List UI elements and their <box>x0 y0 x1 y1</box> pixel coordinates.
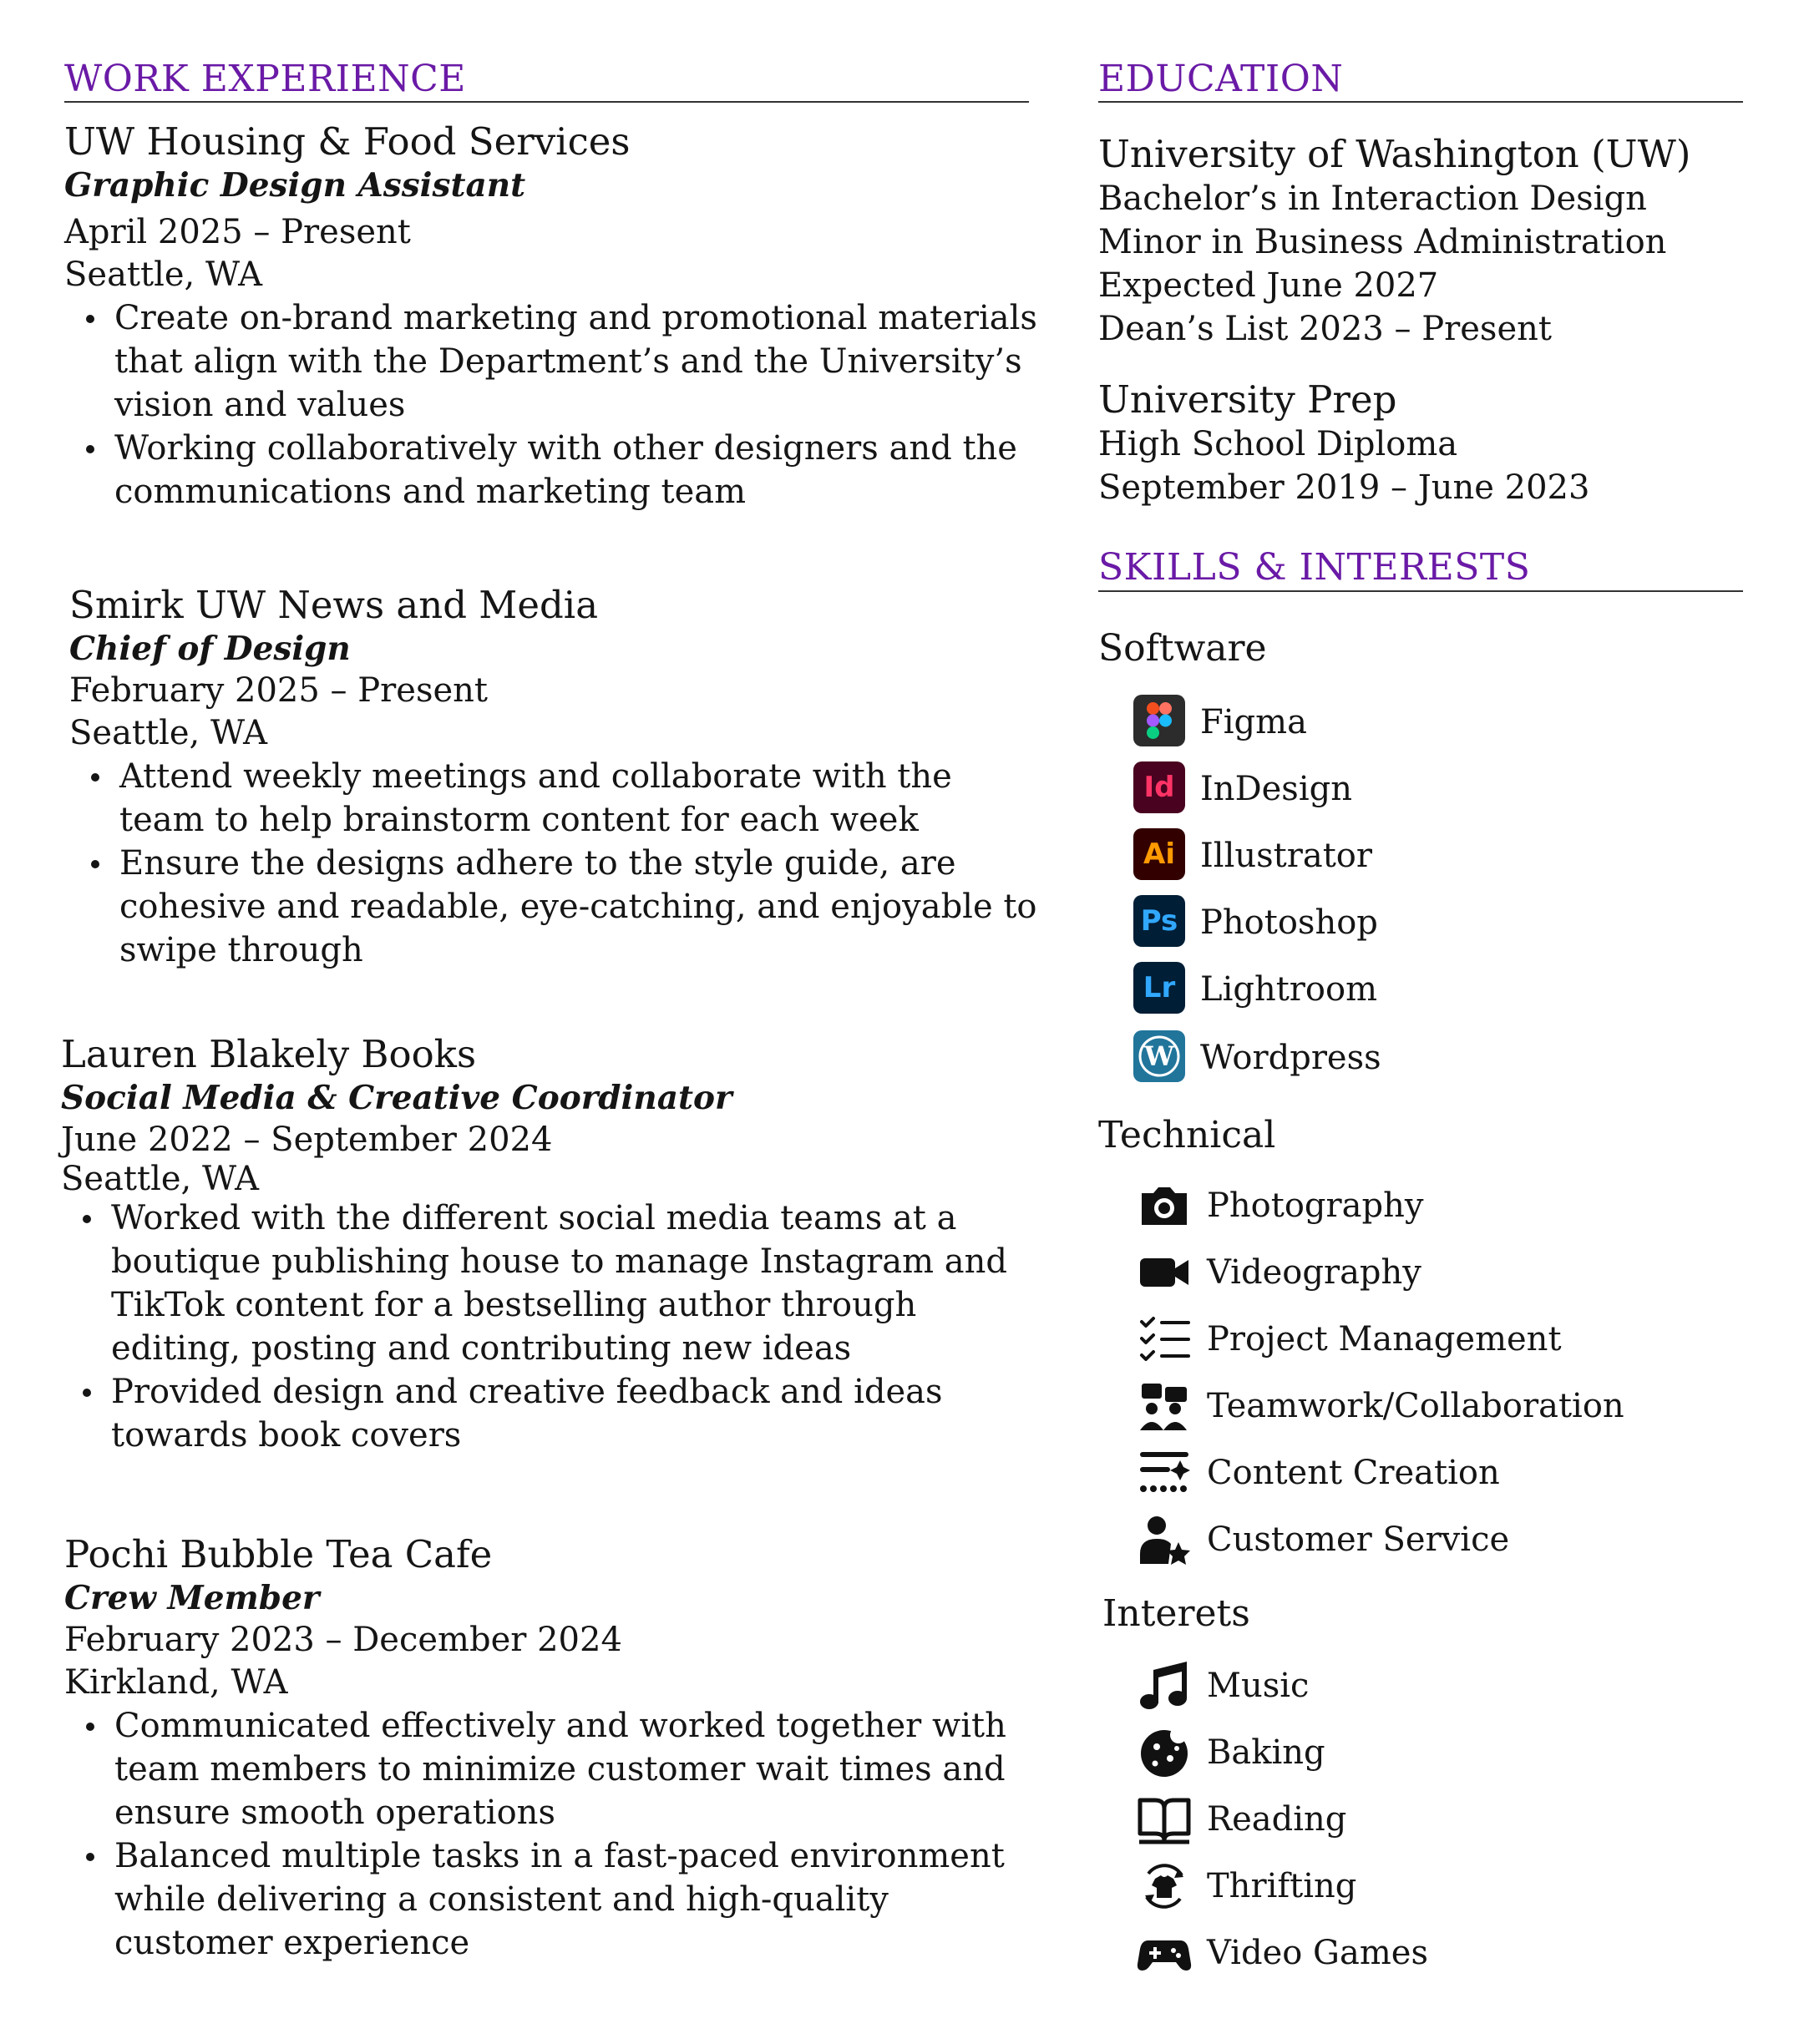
skill-item-project-management <box>1137 1312 1562 1367</box>
school-entry <box>1098 377 1589 509</box>
skill-label: Photoshop <box>1200 903 1378 942</box>
skill-label: Customer Service <box>1207 1520 1510 1559</box>
cookie-icon <box>1137 1725 1192 1780</box>
job-role: Chief of Design <box>69 630 351 668</box>
skill-label: InDesign <box>1200 770 1352 808</box>
illustrator-icon: Ai <box>1133 828 1188 883</box>
job-entry <box>61 1032 1037 1457</box>
work-experience-heading: WORK EXPERIENCE <box>64 58 466 100</box>
education-heading: EDUCATION <box>1098 58 1344 100</box>
job-dates: June 2022 – September 2024 <box>61 1121 553 1159</box>
checklist-icon <box>1137 1312 1192 1367</box>
school-detail: Minor in Business Administration <box>1098 223 1667 261</box>
job-bullet: Balanced multiple tasks in a fast-paced environment while delivering a consistent and high-quality customer experience <box>114 1834 1037 1965</box>
content-creation-icon <box>1137 1445 1192 1500</box>
team-icon <box>1137 1379 1192 1434</box>
company-name: Pochi Bubble Tea Cafe <box>64 1532 493 1576</box>
skill-item-lightroom <box>1133 962 1377 1017</box>
school-name: University of Washington (UW) <box>1098 132 1691 176</box>
skill-item-photography <box>1137 1178 1423 1233</box>
job-bullets <box>61 1197 1037 1457</box>
interest-item-music <box>1137 1658 1309 1713</box>
school-detail: September 2019 – June 2023 <box>1098 468 1590 507</box>
skill-item-content-creation <box>1137 1445 1500 1500</box>
job-location: Seattle, WA <box>61 1160 259 1198</box>
skill-label: Project Management <box>1207 1320 1562 1358</box>
skill-item-teamwork <box>1137 1379 1624 1434</box>
school-entry <box>1098 132 1690 351</box>
job-location: Seattle, WA <box>64 256 262 294</box>
skill-item-wordpress <box>1133 1030 1381 1085</box>
skill-item-customer-service <box>1137 1512 1509 1567</box>
interest-label: Video Games <box>1207 1934 1428 1972</box>
school-detail: Expected June 2027 <box>1098 266 1439 305</box>
job-entry <box>64 119 1037 514</box>
skill-label: Lightroom <box>1200 970 1378 1009</box>
job-entry <box>69 583 1037 972</box>
camera-icon <box>1137 1178 1192 1233</box>
job-bullet: Provided design and creative feedback and ideas towards book covers <box>111 1370 1037 1457</box>
skill-item-indesign <box>1133 761 1352 817</box>
open-book-icon <box>1137 1792 1192 1847</box>
job-bullet: Worked with the different social media teams at a boutique publishing house to manage Instagram and TikTok content for a bestselling author through editing, posting and contributing new ideas <box>111 1197 1037 1370</box>
skill-label: Teamwork/Collaboration <box>1207 1387 1624 1425</box>
music-note-icon <box>1137 1658 1192 1713</box>
section-divider <box>1098 590 1743 592</box>
job-role: Social Media & Creative Coordinator <box>61 1079 732 1117</box>
skill-label: Content Creation <box>1207 1454 1500 1492</box>
recycle-shirt-icon <box>1137 1859 1192 1914</box>
skill-label: Wordpress <box>1200 1039 1381 1077</box>
skill-item-figma <box>1133 695 1307 750</box>
skill-label: Figma <box>1200 703 1307 741</box>
company-name: Smirk UW News and Media <box>69 583 599 627</box>
job-bullet: Create on-brand marketing and promotional materials that align with the Department’s and the University’s vision and values <box>114 296 1037 427</box>
skill-label: Photography <box>1207 1186 1424 1225</box>
job-bullets <box>64 1704 1037 1965</box>
job-location: Seattle, WA <box>69 714 267 752</box>
software-heading: Software <box>1098 627 1267 670</box>
skill-label: Videography <box>1207 1253 1421 1292</box>
wordpress-icon <box>1133 1030 1188 1085</box>
school-detail: Dean’s List 2023 – Present <box>1098 310 1552 348</box>
school-detail: High School Diploma <box>1098 425 1458 463</box>
job-role: Graphic Design Assistant <box>64 166 526 205</box>
job-bullets <box>69 755 1037 972</box>
job-dates: February 2023 – December 2024 <box>64 1621 622 1659</box>
interest-item-thrifting <box>1137 1859 1356 1914</box>
interest-item-video-games <box>1137 1925 1428 1981</box>
company-name: Lauren Blakely Books <box>61 1032 477 1076</box>
skill-item-videography <box>1137 1245 1421 1300</box>
interest-item-reading <box>1137 1792 1346 1847</box>
job-bullets <box>64 296 1037 514</box>
section-divider <box>1098 101 1743 103</box>
photoshop-icon: Ps <box>1133 895 1188 950</box>
job-bullet: Ensure the designs adhere to the style guide, are cohesive and readable, eye-catching, and enjoyable to swipe through <box>119 842 1037 972</box>
interest-label: Reading <box>1207 1800 1347 1839</box>
interest-label: Baking <box>1207 1733 1325 1772</box>
skill-item-illustrator <box>1133 828 1372 883</box>
job-location: Kirkland, WA <box>64 1663 288 1702</box>
job-entry <box>64 1532 1037 1965</box>
lightroom-icon: Lr <box>1133 962 1188 1017</box>
interest-label: Music <box>1207 1667 1310 1705</box>
gamepad-icon <box>1137 1925 1192 1981</box>
job-dates: April 2025 – Present <box>64 213 411 251</box>
skill-item-photoshop <box>1133 895 1378 950</box>
customer-service-icon <box>1137 1512 1192 1567</box>
job-bullet: Working collaboratively with other designers and the communications and marketing team <box>114 427 1037 514</box>
skills-heading: SKILLS & INTERESTS <box>1098 546 1531 589</box>
interest-item-baking <box>1137 1725 1325 1780</box>
video-camera-icon <box>1137 1245 1192 1300</box>
school-name: University Prep <box>1098 377 1397 422</box>
company-name: UW Housing & Food Services <box>64 119 631 164</box>
section-divider <box>64 101 1029 103</box>
skill-label: Illustrator <box>1200 837 1372 875</box>
job-bullet: Attend weekly meetings and collaborate with the team to help brainstorm content for each week <box>119 755 1037 842</box>
svg-text:W: W <box>1144 1040 1174 1072</box>
technical-heading: Technical <box>1098 1114 1276 1156</box>
figma-icon <box>1133 695 1188 750</box>
job-dates: February 2025 – Present <box>69 671 488 710</box>
job-role: Crew Member <box>64 1579 320 1617</box>
interests-heading: Interets <box>1102 1592 1250 1635</box>
interest-label: Thrifting <box>1207 1867 1357 1905</box>
job-bullet: Communicated effectively and worked together with team members to minimize customer wait times and ensure smooth operations <box>114 1704 1037 1834</box>
school-detail: Bachelor’s in Interaction Design <box>1098 180 1647 218</box>
indesign-icon: Id <box>1133 761 1188 817</box>
